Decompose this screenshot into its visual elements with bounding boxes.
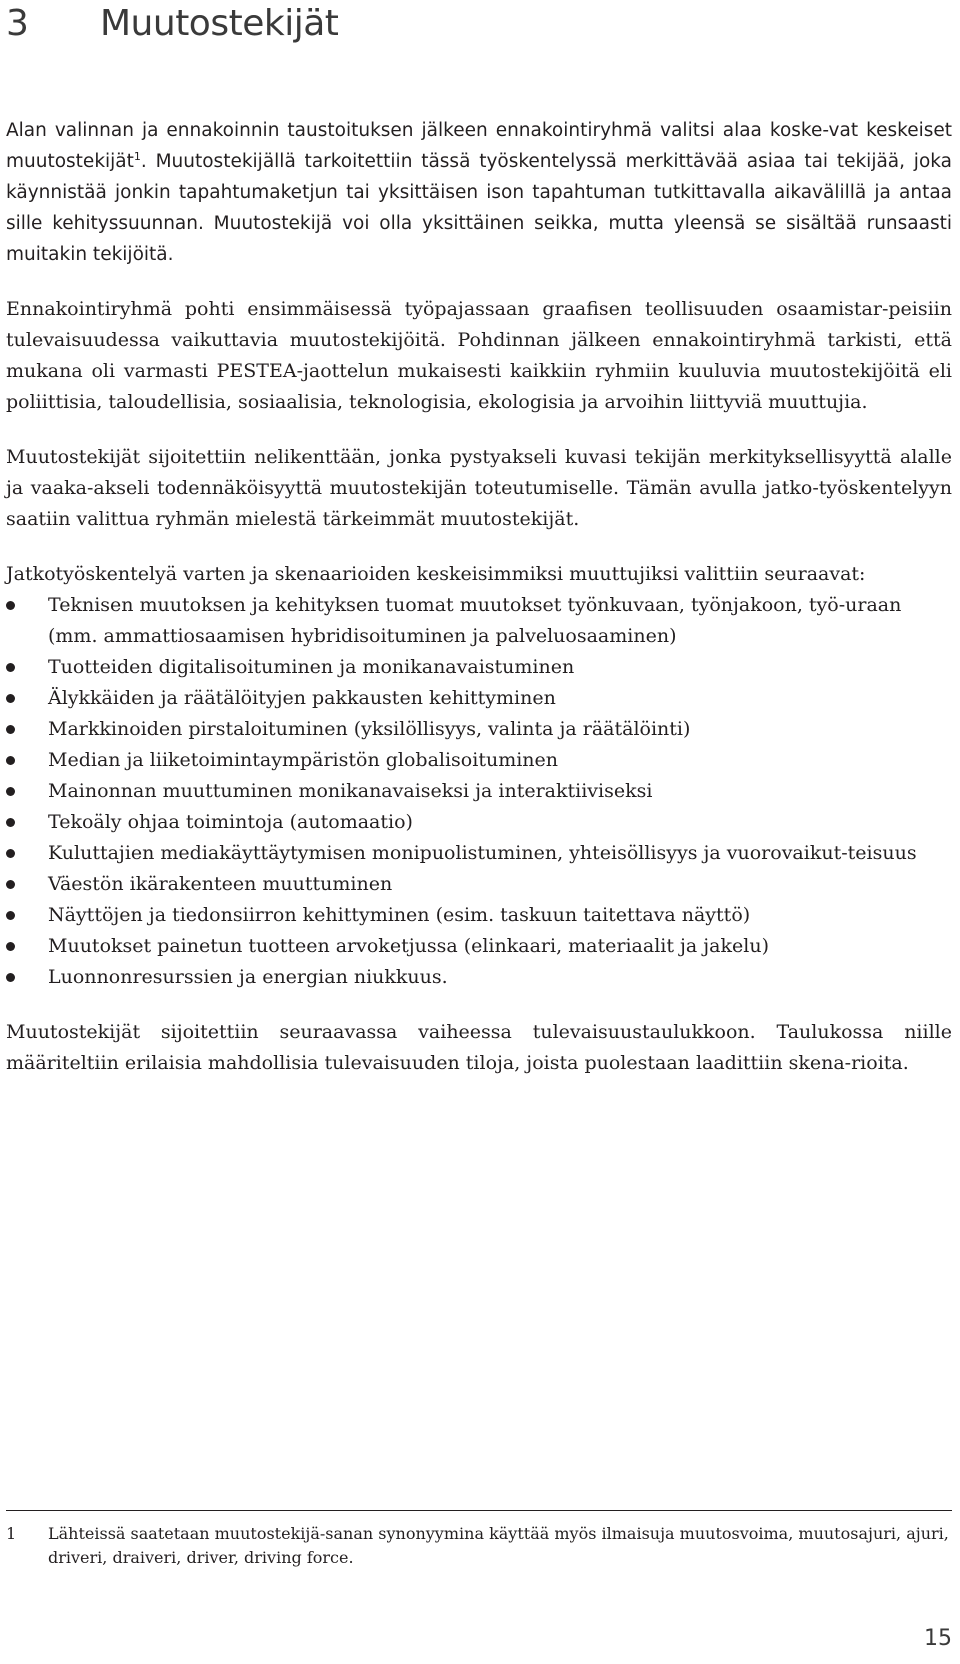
paragraph-1 — [6, 115, 952, 270]
footnote — [6, 1522, 952, 1570]
list-item — [6, 776, 952, 807]
list-item-text: Kuluttajien mediakäyttäytymisen monipuolistuminen, yhteisöllisyys ja vuorovaikut-teisuus — [48, 842, 917, 864]
paragraph-1-part-2: . Muutostekijällä tarkoitettiin tässä työskentelyssä merkittävää asiaa tai tekijää, joka käynnistää jonkin tapahtumaketjun tai yksittäisen ison tapahtuman tutkittavalla aikavälillä ja antaa sille kehityssuunnan. Muutostekijä voi olla yksittäinen seikka, mutta yleensä se sisältää runsaasti muitakin tekijöitä. — [6, 151, 952, 265]
chapter-number: 3 — [6, 3, 29, 44]
page-number: 15 — [924, 1626, 952, 1651]
paragraph-3: Muutostekijät sijoitettiin nelikenttään, jonka pystyakseli kuvasi tekijän merkityksellisyyttä alalle ja vaaka-akseli todennäköisyyttä muutostekijän toteutumiselle. Tämän avulla jatko-työskentelyyn saatiin valittua ryhmän mielestä tärkeimmät muutostekijät. — [6, 446, 952, 530]
list-item-text: Muutokset painetun tuotteen arvoketjussa (elinkaari, materiaalit ja jakelu) — [48, 935, 769, 957]
bullet-icon — [6, 849, 15, 858]
list-item-text: Mainonnan muuttuminen monikanavaiseksi ja interaktiiviseksi — [48, 780, 653, 802]
bullet-icon — [6, 694, 15, 703]
list-item — [6, 652, 952, 683]
list-item-text: Älykkäiden ja räätälöityjen pakkausten kehittyminen — [48, 687, 556, 709]
list-item-text: Luonnonresurssien ja energian niukkuus. — [48, 966, 448, 988]
list-item — [6, 962, 952, 993]
paragraph-2 — [6, 294, 952, 418]
list-item — [6, 714, 952, 745]
list-item-text: Tuotteiden digitalisoituminen ja monikanavaistuminen — [48, 656, 575, 678]
list-item-text: Teknisen muutoksen ja kehityksen tuomat muutokset työnkuvaan, työnjakoon, työ-uraan (mm. ammattiosaamisen hybridisoituminen ja palveluosaaminen) — [48, 594, 902, 647]
list-item — [6, 869, 952, 900]
bullet-icon — [6, 911, 15, 920]
paragraph-4-intro: Jatkotyöskentelyä varten ja skenaarioiden keskeisimmiksi muuttujiksi valittiin seuraavat: — [6, 563, 866, 585]
paragraph-5: Muutostekijät sijoitettiin seuraavassa vaiheessa tulevaisuustaulukkoon. Taulukossa niille määriteltiin erilaisia mahdollisia tulevaisuuden tiloja, joista puolestaan laadittiin skena-rioita. — [6, 1021, 952, 1074]
list-item-text: Tekoäly ohjaa toimintoja (automaatio) — [48, 811, 413, 833]
footnote-divider — [6, 1510, 952, 1511]
footnote-text: Lähteissä saatetaan muutostekijä-sanan synonyymina käyttää myös ilmaisuja muutosvoima, muutosajuri, ajuri, driveri, draiveri, driver, driving force. — [48, 1524, 949, 1567]
list-item — [6, 683, 952, 714]
bullet-icon — [6, 880, 15, 889]
change-factor-list — [6, 590, 952, 993]
list-item-text: Median ja liiketoimintaympäristön globalisoituminen — [48, 749, 559, 771]
paragraph-2-part-1: Ennakointiryhmä pohti ensimmäisessä työpajassaan graafisen teollisuuden osaamistar-peisiin tulevaisuudessa vaikuttavia muutostekijöitä. — [6, 298, 952, 351]
list-item-text: Väestön ikärakenteen muuttuminen — [48, 873, 393, 895]
bullet-icon — [6, 601, 15, 610]
list-item — [6, 931, 952, 962]
bullet-icon — [6, 725, 15, 734]
chapter-heading — [6, 2, 338, 46]
list-item-text: Näyttöjen ja tiedonsiirron kehittyminen (esim. taskuun taitettava näyttö) — [48, 904, 751, 926]
bullet-icon — [6, 787, 15, 796]
list-item — [6, 900, 952, 931]
body-text — [6, 115, 952, 1103]
footnote-number: 1 — [6, 1524, 17, 1543]
paragraph-2-part-2: Pohdinnan jälkeen ennakointiryhmä tarkisti, että mukana oli varmasti PESTEA-jaottelun mukaisesti kaikkiin ryhmiin kuuluvia muutostekijöitä eli poliittisia, taloudellisia, sosiaalisia, teknologisia, ekologisia ja arvoihin liittyviä muuttujia. — [6, 329, 952, 413]
bullet-icon — [6, 756, 15, 765]
bullet-icon — [6, 818, 15, 827]
bullet-icon — [6, 942, 15, 951]
list-item — [6, 807, 952, 838]
list-item — [6, 745, 952, 776]
list-item-text: Markkinoiden pirstaloituminen (yksilöllisyys, valinta ja räätälöinti) — [48, 718, 691, 740]
footnote-reference: 1 — [133, 149, 141, 163]
chapter-title: Muutostekijät — [100, 3, 339, 44]
paragraph-1-part-1: Alan valinnan ja ennakoinnin taustoituksen jälkeen ennakointiryhmä valitsi alaa koske-vat keskeiset muutostekijät — [6, 120, 952, 172]
list-item — [6, 590, 952, 652]
bullet-icon — [6, 973, 15, 982]
bullet-icon — [6, 663, 15, 672]
list-item — [6, 838, 952, 869]
